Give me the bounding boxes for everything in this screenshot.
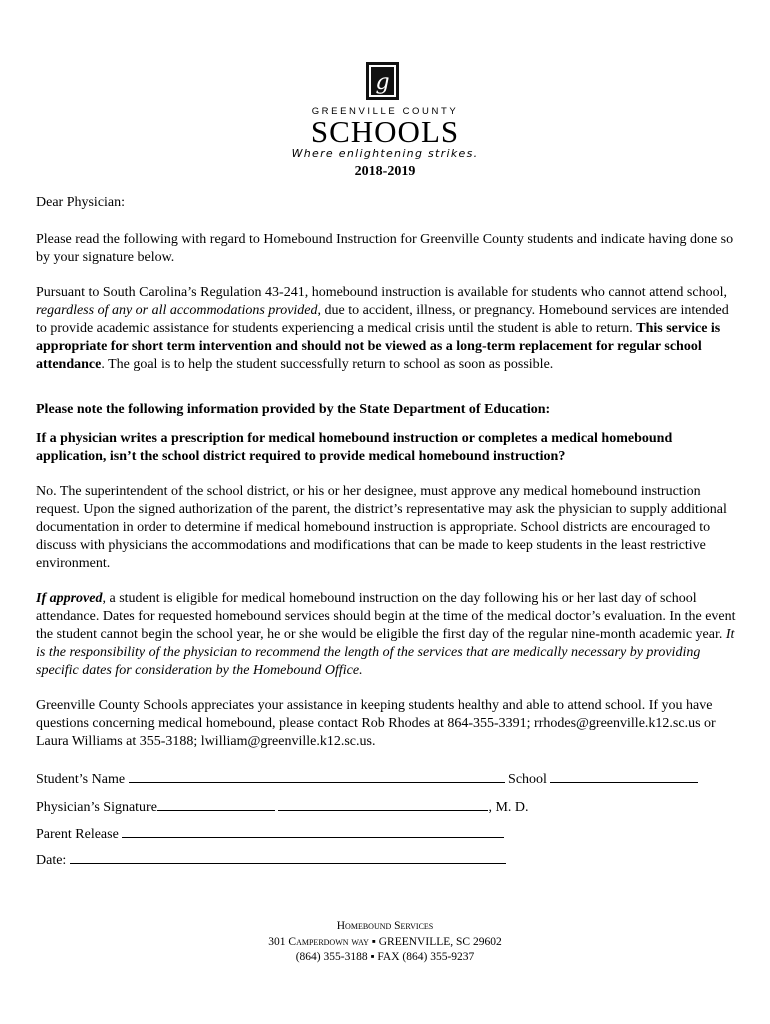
text-run: , a student is eligible for medical homebound instruction on the day following his or her last day of school attendance. Dates for requested homebound services should begin at the time of the medical doctor’s evaluation. In the event the student cannot begin the school year, he or she would be eligible the first day of the regular nine-month academic year. [36, 591, 736, 642]
paragraph-regulation [36, 284, 736, 374]
text-run: . The goal is to help the student successfully return to school as soon as possible. [101, 357, 554, 372]
svg-text:g: g [375, 70, 390, 95]
italic-run: regardless of any or all accommodations provided [36, 303, 318, 318]
school-label: School [508, 772, 547, 787]
tagline: Where enlightening strikes. [291, 147, 479, 160]
physician-signature-label: Physician’s Signature [36, 800, 157, 815]
student-name-line[interactable] [129, 768, 505, 783]
greenville-g-logo-icon [366, 62, 399, 100]
bold-italic-run: If approved [36, 591, 103, 606]
parent-release-line[interactable] [122, 823, 504, 838]
footer-address: 301 Camperdown way ▪ GREENVILLE, SC 29602 [268, 936, 502, 948]
org-name-line1: GREENVILLE COUNTY [311, 106, 459, 117]
paragraph-contact: Greenville County Schools appreciates your assistance in keeping students healthy and able to attend school. If you have questions concerning medical homebound, please contact Rob Rhodes at 864-355-3391; rrhodes@greenville.k12.sc.us or Laura Williams at 355-3188; lwilliam@greenville.k12.sc.us. [36, 698, 716, 749]
md-suffix: , M. D. [488, 800, 529, 815]
note-heading: Please note the following information provided by the State Department of Education: [36, 402, 551, 417]
school-line[interactable] [550, 768, 698, 783]
school-year: 2018-2019 [354, 164, 416, 179]
text-run: Pursuant to South Carolina’s Regulation 43-241, homebound instruction is available for students who cannot attend school, [36, 285, 727, 300]
paragraph-if-approved [36, 590, 736, 680]
italic-run: It is the responsibility of the physician to recommend the length of the services that are medically necessary by providing specific dates for consideration by the Homebound Office. [36, 627, 735, 678]
parent-release-row [36, 823, 504, 844]
question: If a physician writes a prescription for medical homebound instruction or completes a medical homebound application, isn’t the school district required to provide medical homebound instruction? [36, 431, 673, 464]
footer-department: Homebound Services [336, 920, 434, 932]
paragraph-answer: No. The superintendent of the school district, or his or her designee, must approve any medical homebound instruction request. Upon the signed authorization of the parent, the district’s representative may ask the physician to supply additional documentation in order to determine if medical homebound instruction is appropriate. School districts are encouraged to discuss with physicians the accommodations and modifications that can be made to keep students in the least restrictive environment. [36, 484, 727, 571]
date-row [36, 849, 506, 870]
bold-run: This service is appropriate for short term intervention and should not be viewed as a long-term replacement for regular school attendance [36, 321, 721, 372]
physician-signature-line-2[interactable] [278, 796, 488, 811]
physician-signature-row [36, 796, 529, 817]
student-name-label: Student’s Name [36, 772, 126, 787]
student-name-row [36, 768, 698, 789]
physician-signature-line-1[interactable] [157, 796, 275, 811]
org-name-line2: SCHOOLS [310, 114, 460, 149]
salutation: Dear Physician: [36, 195, 126, 210]
parent-release-label: Parent Release [36, 827, 119, 842]
footer-phone: (864) 355-3188 ▪ FAX (864) 355-9237 [295, 951, 475, 963]
text-run: , due to accident, illness, or pregnancy. Homebound services are intended to provide academic assistance for students experiencing a medical crisis until the student is able to return. [36, 303, 729, 336]
date-line[interactable] [70, 849, 506, 864]
paragraph-intro: Please read the following with regard to Homebound Instruction for Greenville County students and indicate having done so by your signature below. [36, 232, 734, 265]
date-label: Date: [36, 853, 67, 868]
